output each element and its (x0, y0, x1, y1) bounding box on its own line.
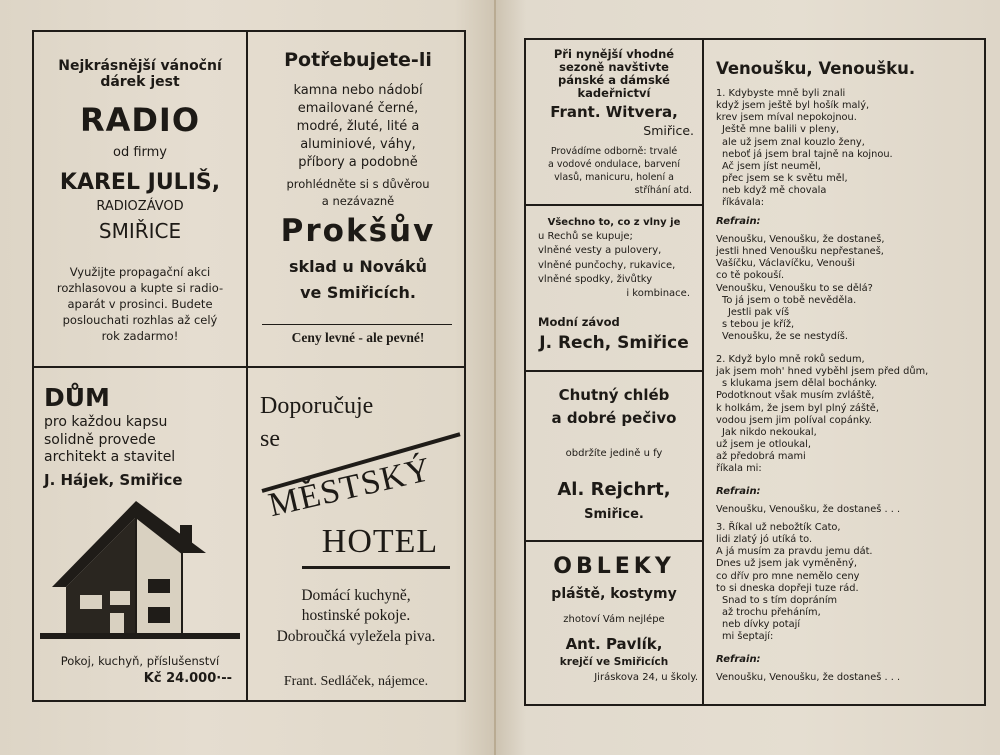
house-chimney (180, 525, 192, 549)
song-line: co dřív pro mne nemělo ceny (716, 570, 860, 582)
house-ground (40, 633, 240, 639)
song-line: s tebou je kříž, (722, 318, 795, 330)
witvera-ad-service-line: vlasů, manicuru, holení a (554, 172, 674, 184)
hotel-ad-service-line: Domácí kuchyně, (301, 587, 411, 604)
ad-divider (524, 370, 704, 372)
witvera-ad-service-line: stříhání atd. (634, 185, 692, 197)
song-line: Jak nikdo nekoukal, (722, 426, 817, 438)
song-line: krev jsem míval nepokojnou. (716, 112, 857, 124)
witvera-ad-service-line: Provádíme odborně: trvalé (550, 146, 678, 157)
song-line: neboť já jsem bral tajně na kojnou. (722, 148, 893, 160)
left-grid-horizontal-divider (32, 366, 466, 368)
song-line: přec jsem se k světu měl, (722, 172, 848, 184)
song-line: A já musím za pravdu jemu dát. (716, 546, 873, 558)
rejchrt-ad-headline-line: a dobré pečivo (551, 408, 677, 427)
song-refrain-label: Refrain: (716, 216, 761, 227)
proksuv-ad-item: příbory a podobně (298, 154, 418, 170)
rech-ad-name: J. Rech, Smiřice (539, 333, 689, 353)
song-line: mi šeptají: (722, 631, 774, 643)
song-line: Venoušku, Venoušku to se dělá? (716, 282, 873, 294)
song-line: Ač jsem jíst neuměl, (722, 160, 821, 172)
radio-ad-body-line: poslouchati rozhlas až celý (62, 313, 218, 328)
proksuv-ad-invite (252, 176, 464, 209)
proksuv-ad-headline: Potřebujete-li (284, 49, 432, 71)
song-line: až předobrá mami (716, 451, 806, 463)
hajek-ad-rooms: Pokoj, kuchyň, příslušenství (60, 654, 220, 668)
hajek-ad-price: Kč 24.000·-- (143, 671, 232, 686)
proksuv-ad-rule (262, 324, 452, 325)
witvera-ad-intro-line: sezoně navštivte (559, 59, 669, 74)
pavlik-ad-address: Jiráskova 24, u školy. (594, 672, 698, 683)
rech-ad-shop: Modní závod (538, 315, 620, 329)
song-refrain-label: Refrain: (716, 486, 761, 497)
witvera-ad-intro-line: kadeřnictví (577, 85, 651, 100)
radio-ad-town: SMIŘICE (98, 219, 182, 243)
radio-ad-from: od firmy (113, 145, 167, 160)
house-window (80, 595, 102, 609)
rech-ad-intro (526, 216, 702, 301)
radio-ad-body-line: rozhlasovou a kupte si radio- (56, 281, 224, 296)
radio-ad-body-line: rok zadarmo! (101, 329, 179, 344)
pavlik-ad-headline: OBLEKY (553, 554, 675, 579)
song-line: říkala mi: (716, 463, 762, 475)
song-title: Venoušku, Venoušku. (716, 59, 916, 78)
proksuv-ad-item: modré, žluté, lité a (296, 118, 420, 134)
pavlik-ad-sub: pláště, kostymy (551, 586, 677, 602)
proksuv-ad-name: Prokšův (280, 213, 436, 249)
hajek-ad-body (44, 414, 175, 467)
song-line: ale už jsem znal kouzlo ženy, (722, 136, 865, 148)
song-line: 1. Kdybyste mně byli znali (716, 88, 846, 99)
song-line: To já jsem o tobě nevěděla. (722, 294, 857, 306)
hotel-ad-recommend-line: se (260, 426, 280, 453)
song-line: 3. Říkal už nebožtík Cato, (716, 522, 841, 533)
proksuv-ad-invite-line: a nezávazně (321, 193, 395, 208)
song-verse-1 (716, 88, 893, 209)
song-refrain (716, 234, 885, 343)
rech-ad-intro-line: vlněné punčochy, rukavice, (538, 259, 676, 271)
witvera-ad-town: Smiřice. (643, 123, 694, 138)
proksuv-ad-item: emailované černé, (297, 100, 419, 116)
hajek-ad-body-line: solidně provede (44, 431, 156, 448)
song-line: už jsem je otloukal, (716, 438, 811, 450)
hajek-ad-title: DŮM (44, 383, 110, 412)
song-line: vodou jsem jim políval copánky. (716, 414, 872, 426)
proksuv-ad-items (252, 82, 464, 172)
house-window (148, 607, 170, 623)
song-line: lidi zlatý jó utíká to. (716, 534, 813, 546)
rech-ad-intro-line: vlněné spodky, živůtky (538, 273, 653, 285)
pavlik-ad-offer: zhotoví Vám nejlépe (563, 614, 665, 625)
song-verse-2 (716, 354, 928, 475)
radio-ad-product: RADIO (79, 101, 201, 139)
rejchrt-ad-name: Al. Rejchrt, (557, 479, 671, 500)
radio-ad-body (40, 264, 240, 344)
right-page (496, 0, 1000, 755)
song-refrain-label: Refrain: (716, 654, 761, 665)
song-line: s klukama jsem dělal bochánky. (722, 378, 878, 390)
radio-ad-body-line: Využijte propagační akci (69, 265, 211, 279)
hajek-ad-body-line: pro každou kapsu (44, 414, 168, 430)
house-illustration (40, 495, 240, 647)
house-window (110, 591, 130, 605)
proksuv-ad-slogan: Ceny levné - ale pevné! (291, 330, 425, 345)
proksuv-ad-place-line: ve Smiřicích. (300, 282, 416, 302)
song-line: Podotknout však musím zvláště, (716, 390, 875, 402)
pavlik-ad-name: Ant. Pavlík, (565, 635, 663, 653)
rejchrt-ad-headline (526, 384, 702, 429)
song-line: Venoušku, že se nestydíš. (722, 331, 848, 343)
song-line: k holkám, že jsem byl plný záště, (716, 402, 879, 414)
song-line: jak jsem moh' hned vyběhl jsem před dům, (716, 366, 929, 378)
hotel-ad-owner: Frant. Sedláček, nájemce. (283, 674, 429, 689)
radio-ad-body-line: aparát v prosinci. Budete (67, 297, 213, 312)
witvera-ad-services (526, 145, 702, 197)
pavlik-ad-trade: krejčí ve Smiřicích (559, 656, 669, 668)
song-line: to si dneska dopřeji tuze rád. (716, 582, 859, 594)
song-line: neb když mě chovala (722, 185, 827, 197)
song-verse-3 (716, 522, 873, 643)
song-refrain-short: Venoušku, Venoušku, že dostaneš . . . (716, 672, 901, 683)
hotel-ad-service-line: Dobroučká vyležela piva. (276, 627, 436, 645)
hotel-ad-services (248, 586, 464, 647)
song-line: co tě pokouší. (716, 270, 785, 282)
radio-ad-headline (40, 58, 240, 90)
song-line: Venoušku, Venoušku, že dostaneš, (716, 234, 885, 245)
song-line: až trochu přeháním, (722, 606, 821, 618)
hotel-ad-recommend-line: Doporučuje (260, 393, 374, 419)
hotel-ad-hotel: HOTEL (321, 523, 439, 560)
song-line: když jsem ještě byl hošík malý, (716, 100, 870, 112)
hajek-ad-name: J. Hájek, Smiřice (44, 471, 183, 489)
house-window (148, 579, 170, 593)
left-page (0, 0, 494, 755)
rejchrt-ad-headline-line: Chutný chléb (558, 386, 670, 404)
song-line: 2. Když bylo mně roků sedum, (716, 354, 865, 365)
song-line: Vašíčku, Václavíčku, Venouši (716, 258, 855, 270)
ad-divider (524, 204, 704, 206)
witvera-ad-intro-line: Při nynější vhodné (553, 47, 675, 61)
song-line: Ještě mne balili v pleny, (722, 124, 840, 136)
hotel-ad-hotel-rule (302, 566, 450, 569)
song-line: Jestli pak víš (728, 306, 790, 318)
ad-divider (524, 540, 704, 542)
witvera-ad-service-line: a vodové ondulace, barvení (548, 159, 680, 171)
song-line: neb dívky potají (722, 619, 801, 631)
hajek-ad-body-line: architekt a stavitel (44, 449, 176, 465)
radio-ad-trade: RADIOZÁVOD (96, 199, 184, 214)
proksuv-ad-item: aluminiové, váhy, (300, 136, 416, 152)
hotel-ad-service-line: hostinské pokoje. (301, 607, 411, 625)
witvera-ad-intro-line: pánské a dámské (558, 72, 670, 87)
song-line: Snad to s tím dopráním (722, 594, 838, 606)
radio-ad-company: KAREL JULIŠ, (59, 170, 221, 195)
song-line: říkávala: (722, 197, 765, 209)
rech-ad-intro-line: i kombinace. (626, 287, 690, 299)
song-line: Dnes už jsem jak vyměněný, (716, 558, 858, 570)
radio-ad-headline-line: dárek jest (100, 74, 180, 91)
witvera-ad-intro (526, 48, 702, 100)
proksuv-ad-invite-line: prohlédněte si s důvěrou (286, 177, 430, 191)
rech-ad-intro-line: u Rechů se kupuje; (538, 231, 633, 243)
song-refrain-short: Venoušku, Venoušku, že dostaneš . . . (716, 504, 901, 515)
proksuv-ad-place (252, 254, 464, 305)
rejchrt-ad-town: Smiřice. (584, 507, 644, 522)
proksuv-ad-item: kamna nebo nádobí (293, 83, 423, 98)
rech-ad-intro-line: vlněné vesty a pulovery, (538, 245, 662, 257)
proksuv-ad-place-line: sklad u Nováků (288, 257, 428, 276)
house-door (110, 613, 124, 635)
hotel-ad-recommend (260, 390, 373, 456)
rejchrt-ad-sub: obdržíte jedině u fy (565, 448, 663, 459)
witvera-ad-name: Frant. Witvera, (550, 103, 678, 121)
rech-ad-intro-line: Všechno to, co z vlny je (547, 217, 681, 228)
right-column-divider (702, 38, 704, 706)
hotel-ad-town-word: MĚSTSKÝ (265, 450, 435, 525)
song-line: jestli hned Venoušku nepřestaneš, (716, 246, 884, 258)
radio-ad-headline-line: Nejkrásnější vánoční (58, 58, 222, 74)
